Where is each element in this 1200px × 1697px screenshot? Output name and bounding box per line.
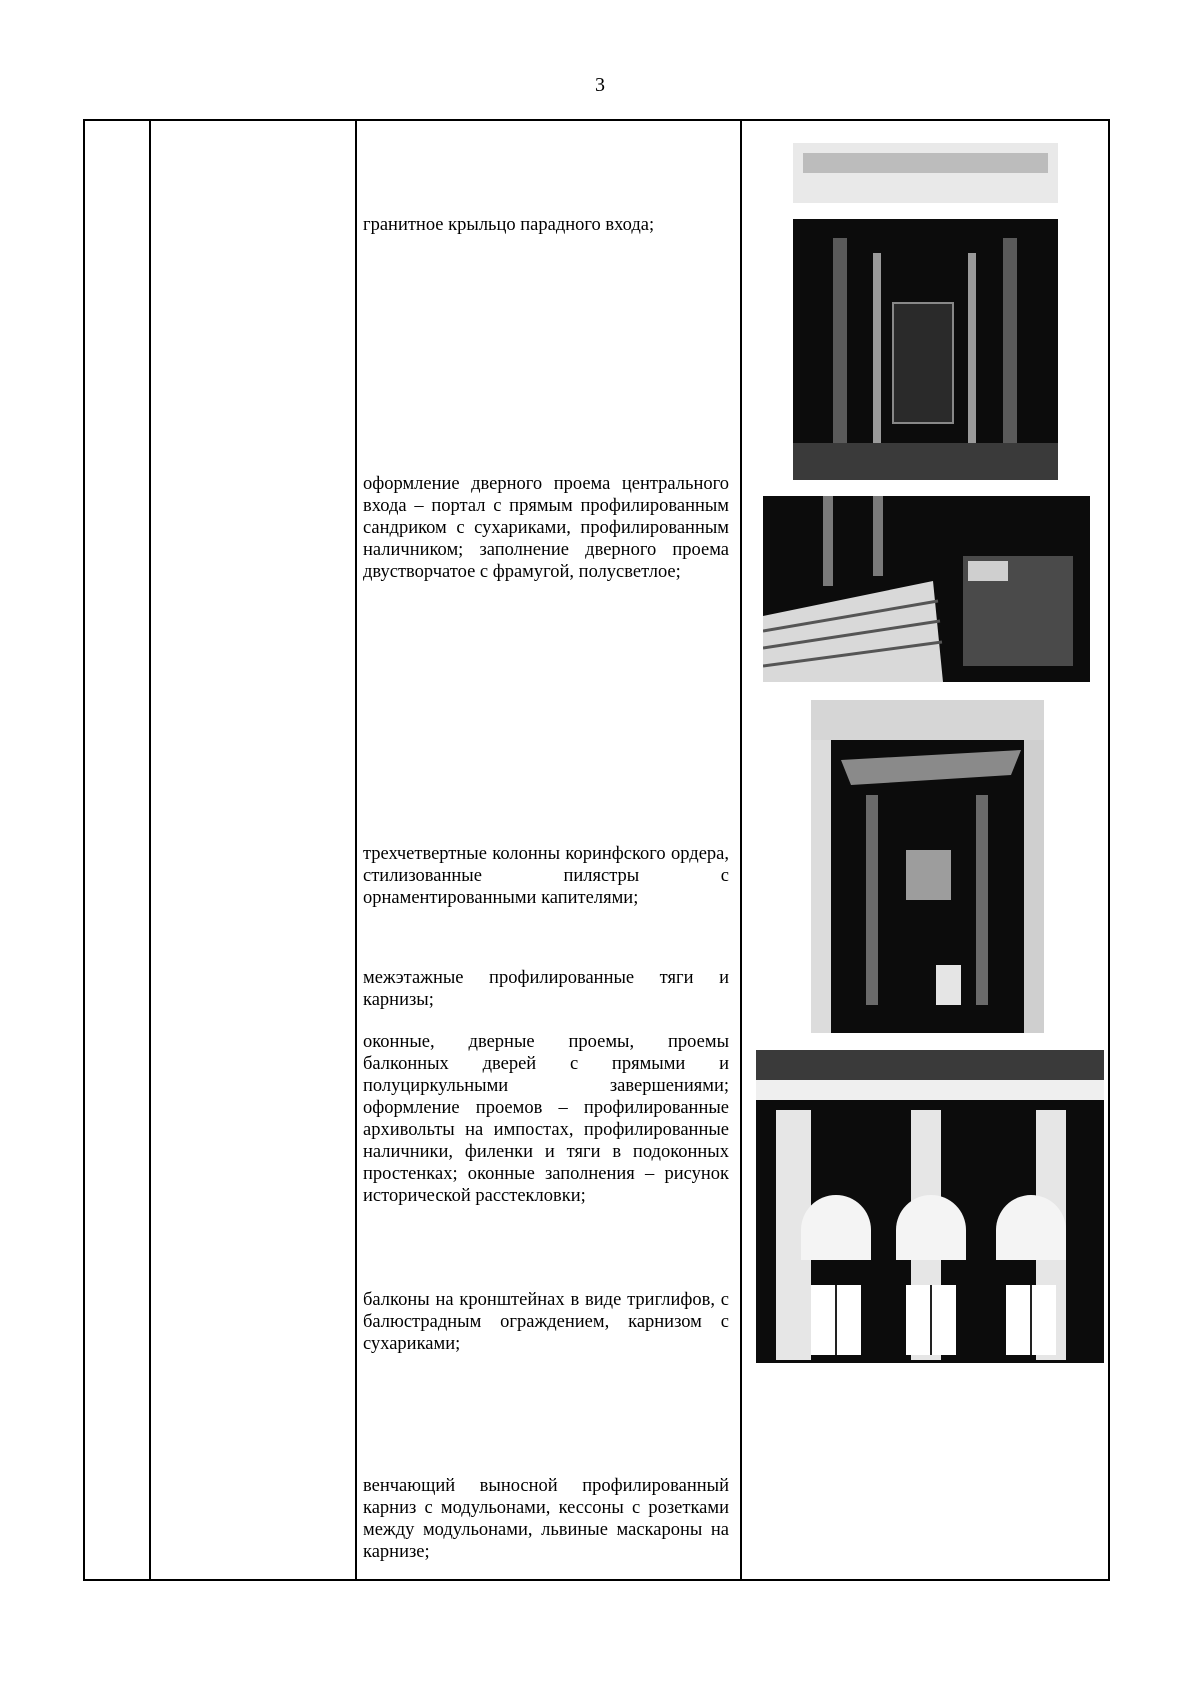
photo-portal-detail	[811, 700, 1044, 1033]
description-openings: оконные, дверные проемы, проемы балконных дверей с прямыми и полуциркульными завершениями; оформление проемов – профилированные архивольты на импостах, профилированные наличники, филенки и тяги в подоконных простенках; оконные заполнения – рисунок исторической расстекловки;	[363, 1032, 729, 1206]
photo-entrance-porch	[793, 143, 1058, 480]
description-entrance-portal: оформление дверного проема центрального входа – портал с прямым профилированным сандриком с сухариками, профилированным наличником; заполнение дверного проема двустворчатое с фрамугой, полусветлое;	[363, 474, 729, 582]
description-corinthian-columns: трехчетвертные колонны коринфского ордера, стилизованные пилястры с орнаментированными капителями;	[363, 844, 729, 908]
description-crowning-cornice: венчающий выносной профилированный карниз с модульонами, кессоны с розетками между модульонами, львиные маскароны на карнизе;	[363, 1476, 729, 1562]
description-cornices: межэтажные профилированные тяги и карнизы;	[363, 968, 729, 1010]
photo-entrance-stairs	[763, 496, 1090, 682]
page-number: 3	[595, 74, 605, 96]
description-balconies: балконы на кронштейнах в виде триглифов, с балюстрадным ограждением, карнизом с сухариками;	[363, 1290, 729, 1354]
photo-facade-windows	[756, 1050, 1104, 1363]
column-divider-2	[355, 121, 357, 1579]
column-divider-1	[149, 121, 151, 1579]
description-granite-porch: гранитное крыльцо парадного входа;	[363, 215, 655, 235]
column-divider-3	[740, 121, 742, 1579]
